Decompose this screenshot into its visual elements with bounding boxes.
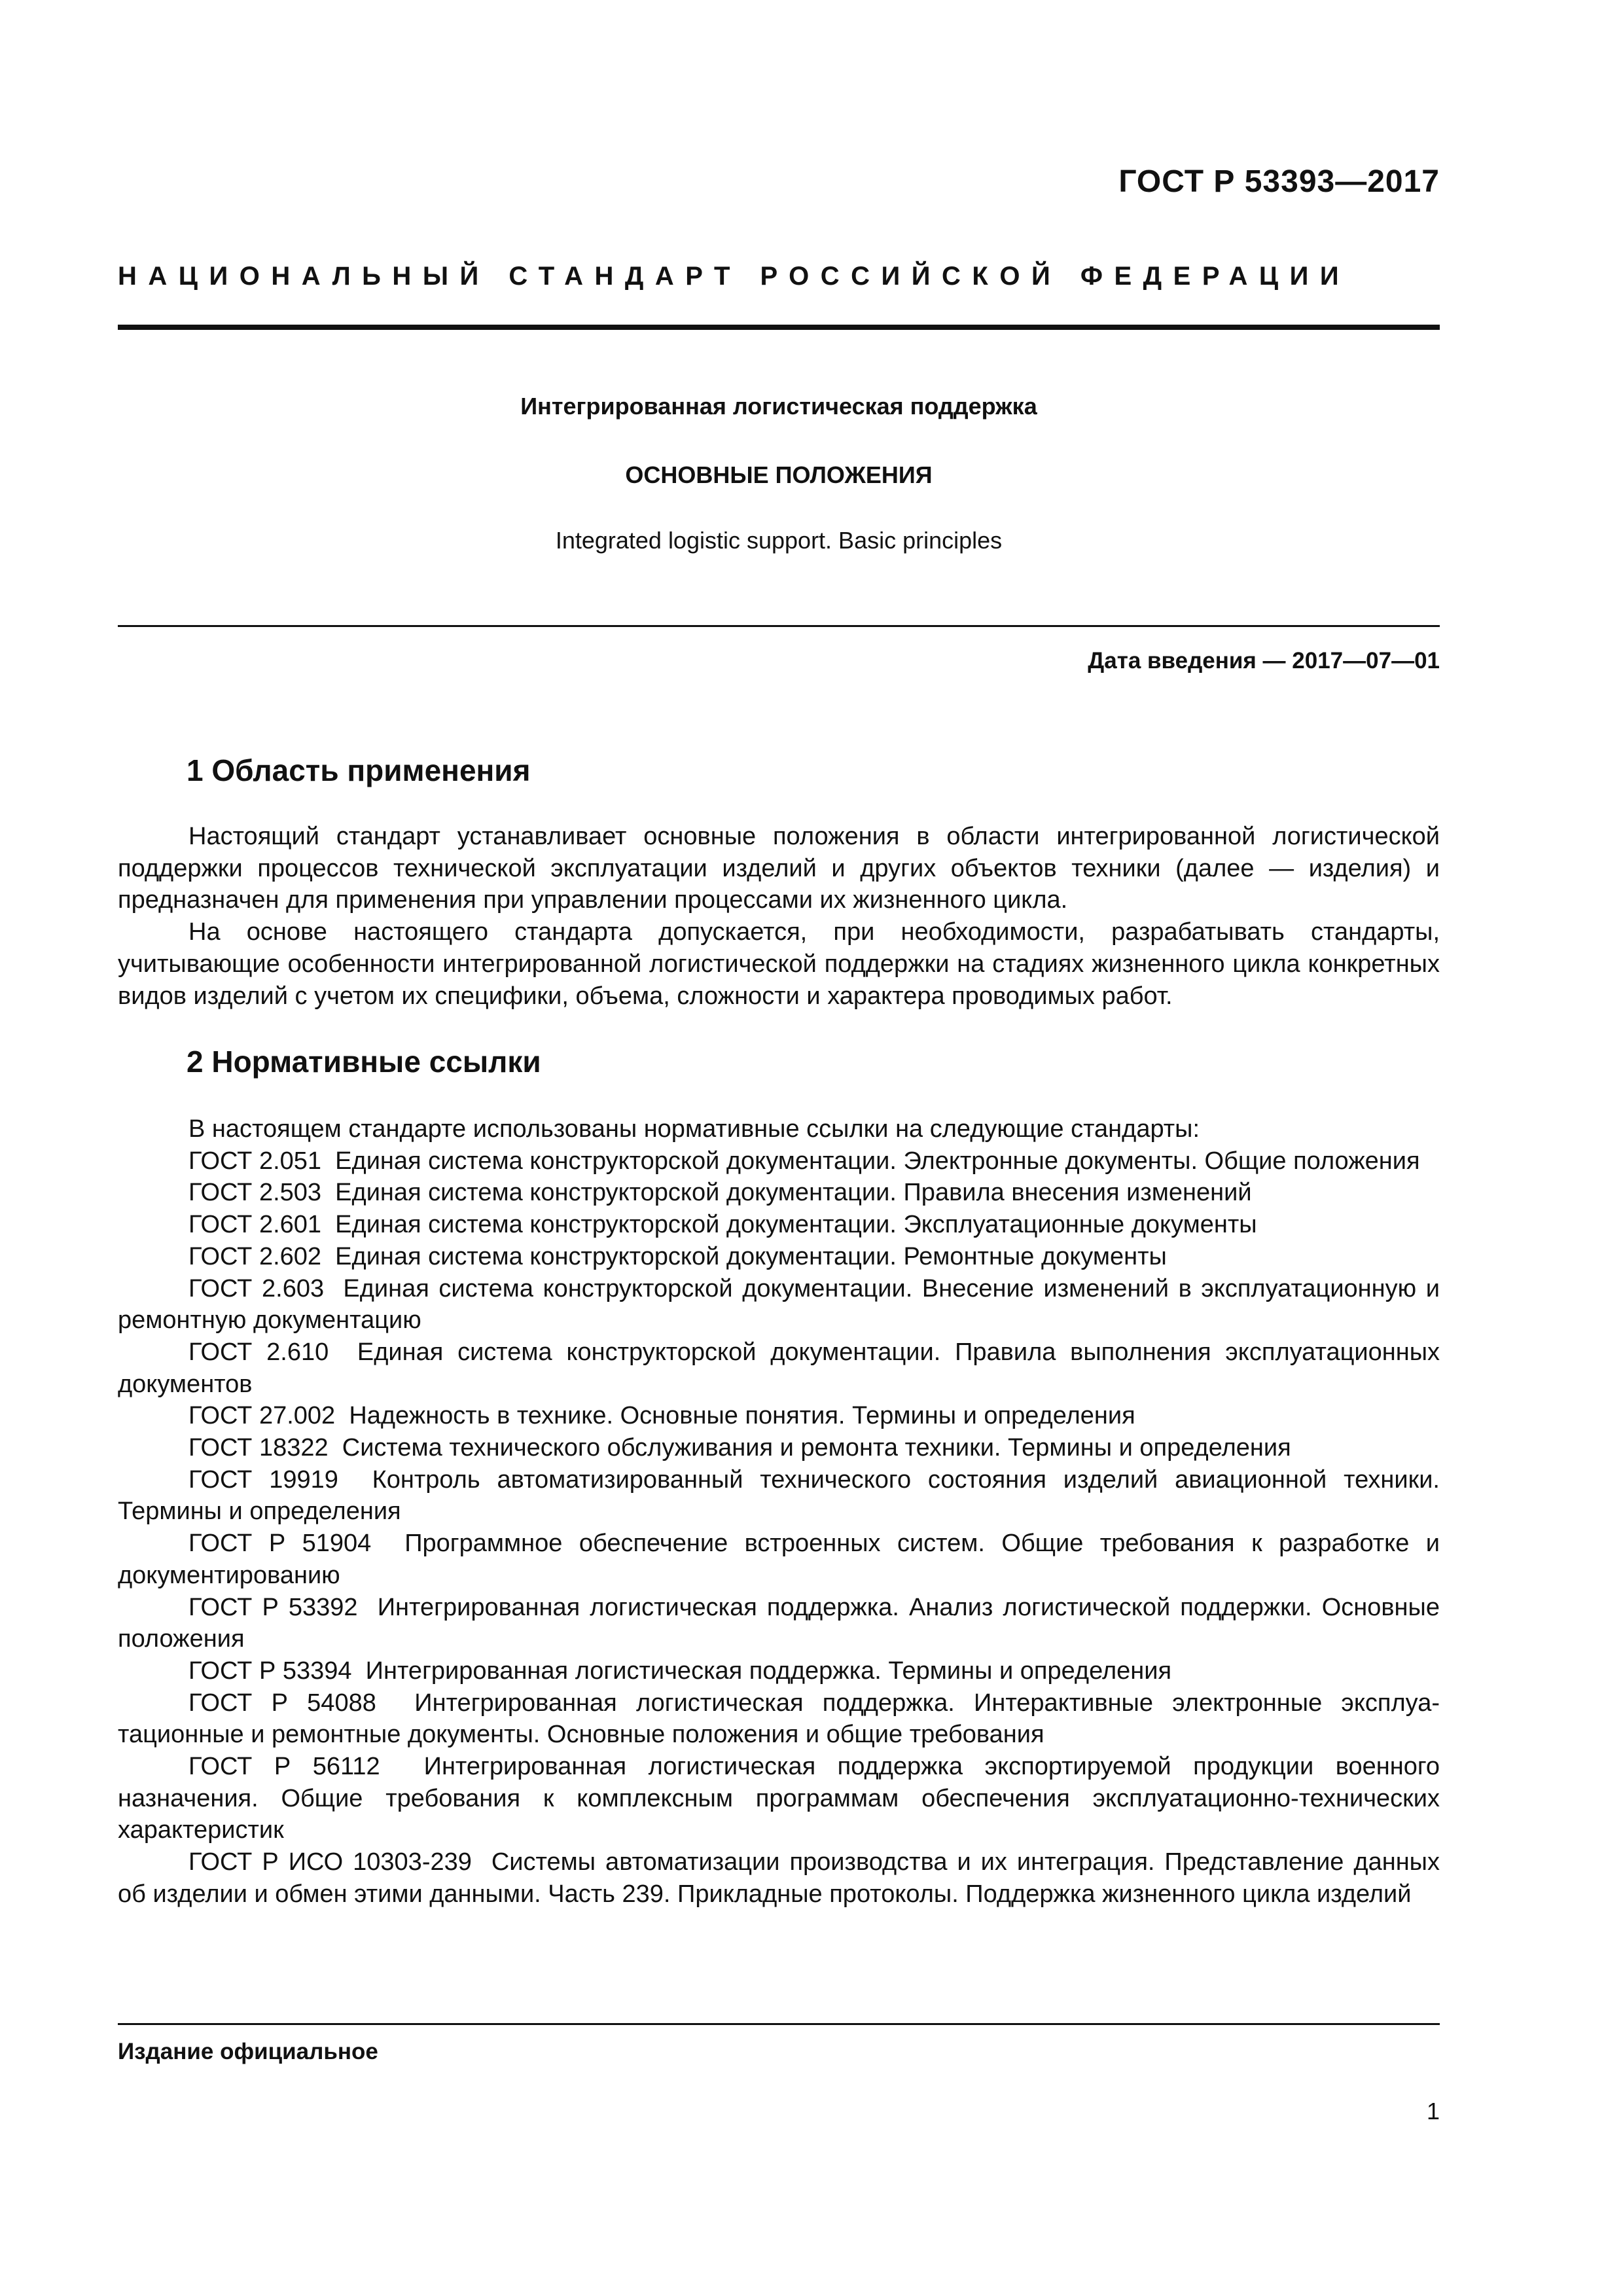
reference-item	[118, 1464, 1440, 1528]
reference-item	[118, 1655, 1440, 1687]
reference-title: Надежность в технике. Основные понятия. Термины и определения	[349, 1402, 1135, 1430]
reference-title: Контроль автоматизированный технического состояния изделий авиационной техники. Термины и определения	[118, 1465, 1440, 1526]
reference-title: Единая система конструкторской документации. Правила внесения изменений	[335, 1179, 1252, 1207]
introduction-date: Дата введения — 2017—07—01	[1088, 648, 1440, 673]
references-intro: В настоящем стандарте использованы нормативные ссылки на следующие стандарты:	[188, 1115, 1200, 1143]
reference-code: ГОСТ Р 51904	[188, 1530, 372, 1558]
paragraph: На основе настоящего стандарта допускается, при необходимости, разрабатывать стандарты, учитывающие особенности интегрированной логистической поддержки на стадиях жизненного цикла конкретных видов изделий с учетом их специфики, объема, сложности и характера проводимых работ.	[118, 918, 1440, 1010]
standard-number: ГОСТ Р 53393—2017	[1118, 164, 1440, 199]
reference-item	[118, 1592, 1440, 1655]
reference-item	[118, 1400, 1440, 1432]
document-title-en: Integrated logistic support. Basic principles	[555, 527, 1003, 554]
title-rule	[118, 625, 1440, 627]
reference-item	[118, 1751, 1440, 1846]
reference-title: Единая система конструкторской документации. Электронные документы. Общие положения	[335, 1147, 1420, 1175]
reference-item	[118, 1241, 1440, 1273]
reference-code: ГОСТ Р 53392	[188, 1593, 358, 1621]
reference-code: ГОСТ 2.603	[188, 1274, 325, 1302]
section-heading-scope: 1 Область применения	[187, 753, 531, 787]
reference-item	[118, 1528, 1440, 1591]
reference-item	[118, 1145, 1440, 1177]
reference-item	[118, 1687, 1440, 1751]
reference-item	[118, 1177, 1440, 1209]
reference-title: Системы автоматизации производства и их интеграция. Представление данных об изделии и обмен этими данными. Часть 239. Прикладные протоколы. Поддержка жизненного цикла изделий	[118, 1848, 1440, 1908]
reference-title: Интегрированная логистическая поддержка. Интерактивные электронные эксплуатационные и ремонтные документы. Основные положения и общие требования	[118, 1689, 1440, 1749]
document-title-ru: Интегрированная логистическая поддержка	[520, 393, 1037, 420]
reference-title: Интегрированная логистическая поддержка. Термины и определения	[365, 1657, 1172, 1685]
section-body-normative-references	[118, 1113, 1440, 1910]
reference-code: ГОСТ Р 53394	[188, 1657, 352, 1685]
reference-code: ГОСТ Р 54088	[188, 1689, 376, 1717]
reference-title: Интегрированная логистическая поддержка. Анализ логистической поддержки. Основные положения	[118, 1593, 1440, 1653]
reference-title: Программное обеспечение встроенных систем. Общие требования к разработке и документированию	[118, 1530, 1440, 1589]
document-page	[118, 0, 1440, 2296]
reference-item	[118, 1336, 1440, 1400]
header-rule	[118, 325, 1440, 330]
footer-rule	[118, 2023, 1440, 2025]
reference-code: ГОСТ Р 56112	[188, 1753, 380, 1781]
reference-item	[118, 1209, 1440, 1241]
reference-title: Единая система конструкторской документации. Внесение изменений в эксплуатационную и ремонтную документацию	[118, 1274, 1440, 1335]
reference-code: ГОСТ 2.601	[188, 1211, 322, 1239]
reference-code: ГОСТ 2.503	[188, 1179, 322, 1207]
reference-title: Единая система конструкторской документации. Правила выполнения эксплуатационных документов	[118, 1338, 1440, 1398]
reference-item	[118, 1273, 1440, 1336]
paragraph: Настоящий стандарт устанавливает основные положения в области интегрированной логистической поддержки процессов технической эксплуатации изделий и других объектов техники (далее — изделия) и предназначен для применения при управлении процессами их жизненного цикла.	[118, 823, 1440, 914]
reference-code: ГОСТ 19919	[188, 1465, 338, 1494]
reference-item	[118, 1432, 1440, 1464]
document-title-main: ОСНОВНЫЕ ПОЛОЖЕНИЯ	[625, 461, 933, 488]
reference-code: ГОСТ 2.602	[188, 1242, 322, 1270]
page-number: 1	[1426, 2098, 1440, 2125]
reference-code: ГОСТ 2.051	[188, 1147, 322, 1175]
section-body-scope	[118, 821, 1440, 1012]
reference-code: ГОСТ 18322	[188, 1434, 329, 1462]
official-edition-label: Издание официальное	[118, 2039, 378, 2064]
reference-title: Система технического обслуживания и ремонта техники. Термины и определения	[342, 1434, 1291, 1462]
reference-title: Единая система конструкторской документации. Эксплуатационные документы	[335, 1211, 1257, 1239]
reference-title: Единая система конструкторской документации. Ремонтные документы	[335, 1242, 1167, 1270]
reference-code: ГОСТ 27.002	[188, 1402, 336, 1430]
reference-code: ГОСТ Р ИСО 10303-239	[188, 1848, 472, 1876]
reference-title: Интегрированная логистическая поддержка экспортируемой продукции военного назначения. Общие требования к комплексным программам обеспечения эксплуатационно-технических характеристик	[118, 1753, 1440, 1844]
reference-item	[118, 1846, 1440, 1910]
section-heading-normative-references: 2 Нормативные ссылки	[187, 1045, 541, 1079]
reference-code: ГОСТ 2.610	[188, 1338, 329, 1366]
national-standard-banner: НАЦИОНАЛЬНЫЙ СТАНДАРТ РОССИЙСКОЙ ФЕДЕРАЦИИ	[118, 262, 1351, 291]
